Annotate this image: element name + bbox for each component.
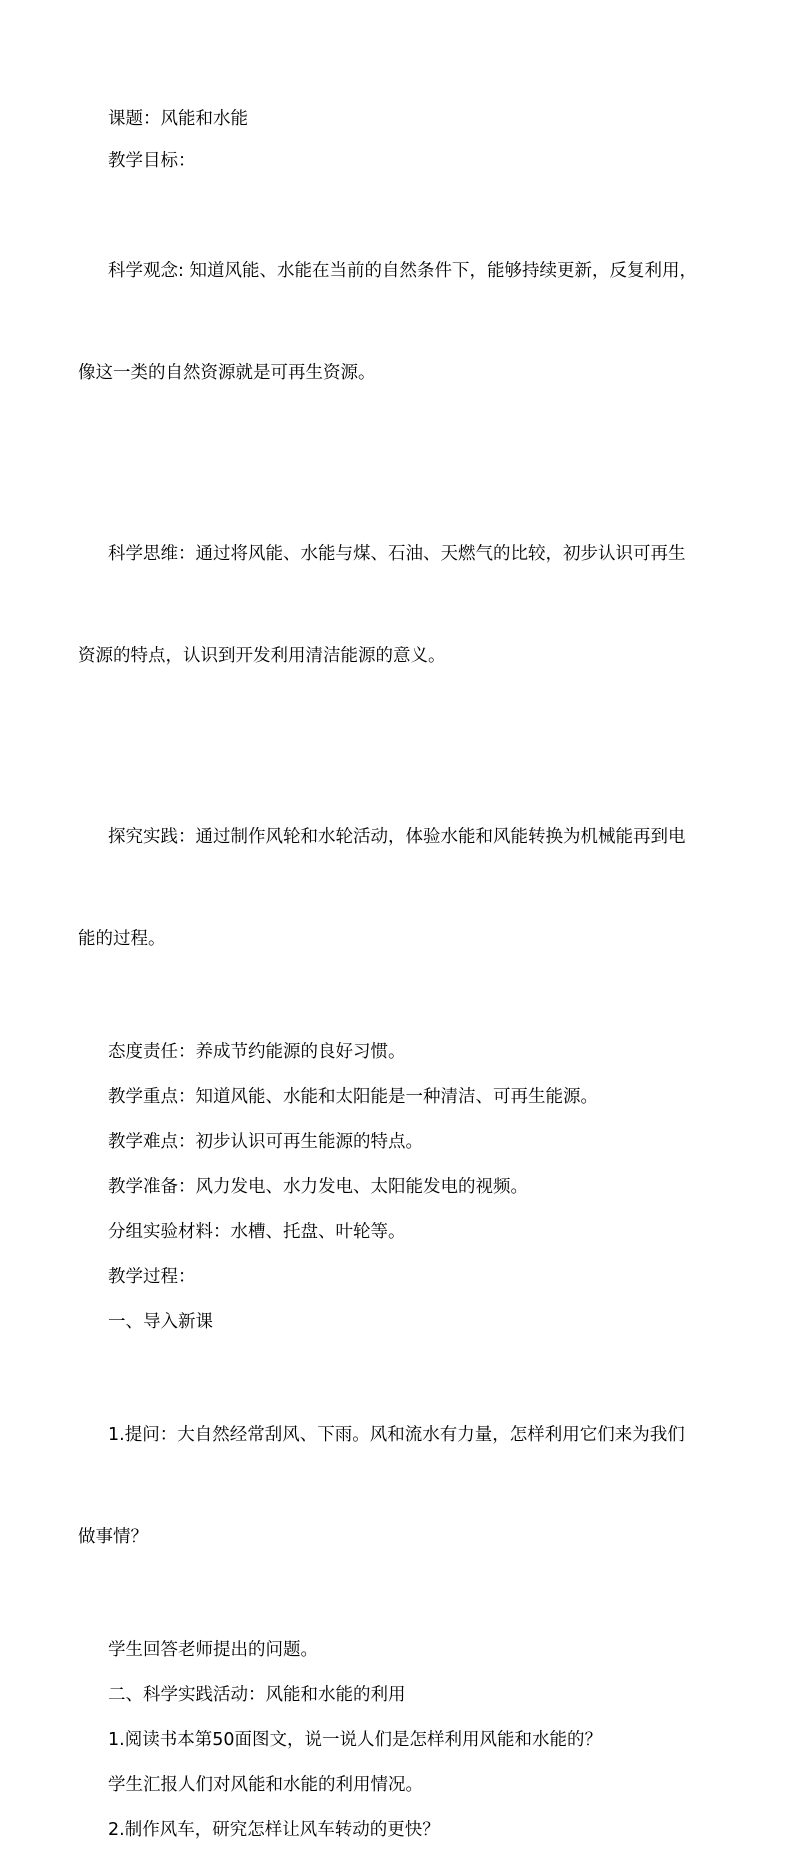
inquiry-practice-paragraph (78, 752, 728, 1024)
objectives-heading: 教学目标： (108, 151, 196, 171)
attitude-responsibility: 态度责任：养成节约能源的良好习惯。 (108, 1042, 406, 1062)
lesson-plan-body (78, 102, 728, 1858)
difficult-teaching-points: 教学难点：初步认识可再生能源的特点。 (108, 1132, 423, 1152)
student-answer-line: 学生回答老师提出的问题。 (108, 1640, 318, 1660)
section-heading-practice: 二、科学实践活动：风能和水能的利用 (108, 1685, 406, 1705)
make-windmill-line: 2.制作风车，研究怎样让风车转动的更快？ (108, 1820, 440, 1840)
question-line-1: 1.提问：大自然经常刮风、下雨。风和流水有力量，怎样利用它们来为我们 (108, 1425, 685, 1445)
science-concept-line-1: 科学观念: 知道风能、水能在当前的自然条件下，能够持续更新，反复利用， (108, 261, 697, 281)
question-paragraph (78, 1350, 728, 1622)
science-thinking-paragraph (78, 469, 728, 741)
question-line-2: 做事情？ (78, 1527, 148, 1547)
science-concept-line-2: 像这一类的自然资源就是可再生资源。 (78, 363, 376, 383)
science-concept-paragraph (78, 186, 728, 458)
inquiry-practice-line-2: 能的过程。 (78, 929, 166, 949)
reading-task-line: 1.阅读书本第50面图文，说一说人们是怎样利用风能和水能的？ (108, 1730, 602, 1750)
teaching-process-heading: 教学过程： (108, 1267, 196, 1287)
student-report-line: 学生汇报人们对风能和水能的利用情况。 (108, 1775, 423, 1795)
teaching-preparation: 教学准备：风力发电、水力发电、太阳能发电的视频。 (108, 1177, 528, 1197)
science-thinking-line-2: 资源的特点，认识到开发利用清洁能源的意义。 (78, 646, 446, 666)
inquiry-practice-line-1: 探究实践：通过制作风轮和水轮活动，体验水能和风能转换为机械能再到电 (108, 827, 686, 847)
lesson-title: 课题：风能和水能 (108, 109, 248, 129)
group-experiment-materials: 分组实验材料：水槽、托盘、叶轮等。 (108, 1222, 406, 1242)
section-heading-intro: 一、导入新课 (108, 1312, 213, 1332)
science-thinking-line-1: 科学思维：通过将风能、水能与煤、石油、天燃气的比较，初步认识可再生 (108, 544, 686, 564)
key-teaching-points: 教学重点：知道风能、水能和太阳能是一种清洁、可再生能源。 (108, 1087, 598, 1107)
